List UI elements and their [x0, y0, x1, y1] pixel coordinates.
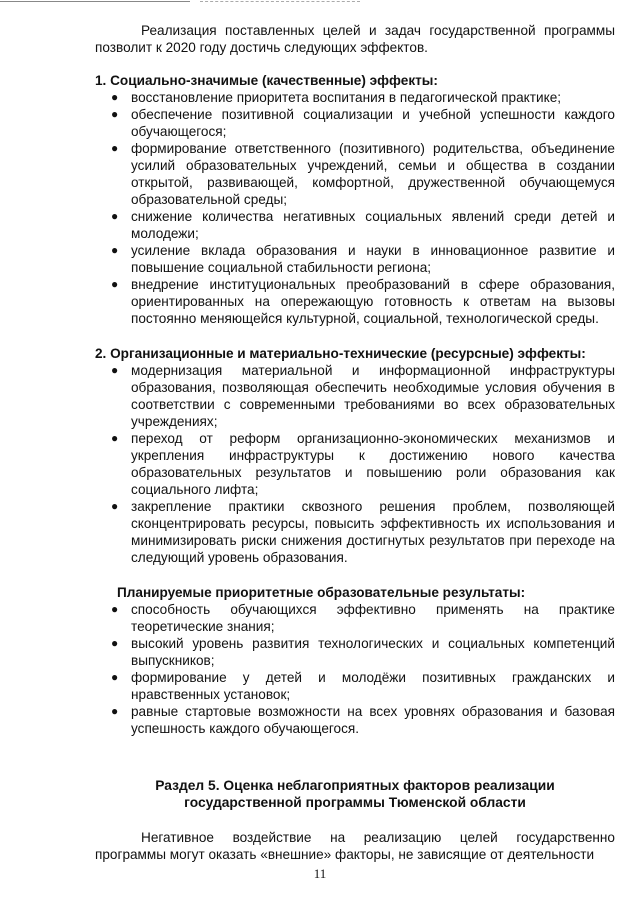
bullet-icon: ●: [111, 209, 119, 223]
bullet-icon: ●: [111, 363, 119, 377]
section-1-list: [95, 89, 615, 327]
section-2-list: [95, 362, 615, 566]
list-item: ● снижение количества негативных социальных явлений среди детей и молодежи;: [111, 209, 615, 241]
bullet-icon: ●: [111, 90, 119, 104]
list-item: ● восстановление приоритета воспитания в педагогической практике;: [111, 90, 562, 105]
page-number: 11: [313, 866, 327, 881]
list-item: ● формирование ответственного (позитивного) родительства, объединение усилий образовательных учреждений, семьи и общества в создании открытой, развивающей, комфортной, дружественной обучающемуся образовательной среды;: [111, 141, 615, 207]
list-item: ● закрепление практики сквозного решения проблем, позволяющей сконцентрировать ресурсы, повысить эффективность их использования и минимизировать риски снижения достигнутых результатов при переходе на следующий уровень образования.: [111, 499, 615, 565]
list-item: ● формирование у детей и молодёжи позитивных гражданских и нравственных установок;: [111, 670, 615, 702]
list-item: ● высокий уровень развития технологических и социальных компетенций выпускников;: [111, 636, 615, 668]
list-item: ● переход от реформ организационно-экономических механизмов и укрепления инфраструктуры к достижению нового качества образовательных результатов и повышению роли образования как социального лифта;: [111, 431, 615, 497]
bullet-icon: ●: [111, 499, 119, 513]
bullet-icon: ●: [111, 602, 119, 616]
bullet-icon: ●: [111, 141, 119, 155]
closing-paragraph: Негативное воздействие на реализацию целей государственно программы могут оказать «внешние» факторы, не зависящие от деятельности: [95, 830, 615, 862]
list-item: ● внедрение институциональных преобразований в сфере образования, ориентированных на опережающую готовность к ответам на вызовы постоянно меняющейся культурной, социальной, технологической среды.: [111, 277, 615, 326]
list-item: ● усиление вклада образования и науки в инновационное развитие и повышение социальной стабильности региона;: [111, 243, 615, 275]
bullet-icon: ●: [111, 704, 119, 718]
section-3-list: [95, 601, 615, 737]
section-3-heading: Планируемые приоритетные образовательные результаты:: [117, 585, 526, 600]
intro-paragraph: Реализация поставленных целей и задач государственной программы позволит к 2020 году достичь следующих эффектов.: [95, 23, 615, 55]
list-item: ● равные стартовые возможности на всех уровнях образования и базовая успешность каждого обучающегося.: [111, 704, 615, 736]
chapter-title-line-1: Раздел 5. Оценка неблагоприятных факторов реализации: [155, 778, 555, 793]
bullet-icon: ●: [111, 431, 119, 445]
scan-edge-line: [0, 1, 190, 2]
bullet-icon: ●: [111, 636, 119, 650]
scan-edge-line-dashed: [200, 1, 360, 2]
chapter-title-line-2: государственной программы Тюменской области: [184, 795, 526, 810]
list-item: ● способность обучающихся эффективно применять на практике теоретические знания;: [111, 602, 615, 634]
document-page: [95, 22, 615, 863]
bullet-icon: ●: [111, 107, 119, 121]
list-item: ● модернизация материальной и информационной инфраструктуры образования, позволяющая обеспечить необходимые условия обучения в соответствии с современными требованиями во всех образовательных учреждениях;: [111, 363, 615, 429]
section-1-heading: 1. Социально-значимые (качественные) эффекты:: [95, 73, 438, 88]
bullet-icon: ●: [111, 670, 119, 684]
bullet-icon: ●: [111, 277, 119, 291]
bullet-icon: ●: [111, 243, 119, 257]
list-item: ● обеспечение позитивной социализации и учебной успешности каждого обучающегося;: [111, 107, 615, 139]
section-2-heading: 2. Организационные и материально-технические (ресурсные) эффекты:: [95, 346, 586, 361]
